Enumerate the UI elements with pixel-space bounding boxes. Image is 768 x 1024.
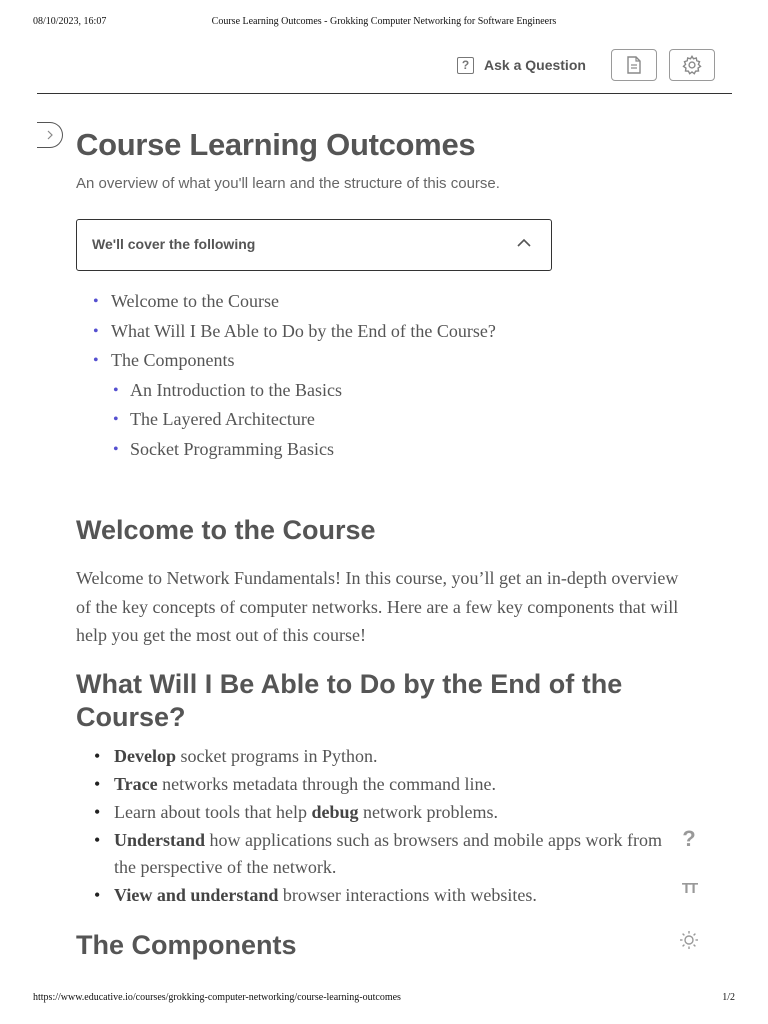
outcomes-list [76, 743, 676, 910]
outcome-keyword: Understand [114, 830, 206, 850]
toc-header: We'll cover the following [92, 236, 256, 252]
document-icon [627, 56, 641, 74]
toc-item[interactable]: • The Layered Architecture [76, 405, 496, 435]
question-mark-icon: ? [682, 826, 696, 851]
settings-button[interactable] [669, 49, 715, 81]
ask-question-label: Ask a Question [484, 57, 586, 73]
outcome-keyword: Trace [114, 774, 158, 794]
toc-item[interactable]: • Socket Programming Basics [76, 435, 496, 465]
outcome-text: networks metadata through the command line. [157, 774, 497, 794]
toc-list [76, 287, 496, 464]
outcome-keyword: debug [311, 802, 359, 822]
text-size-button[interactable] [676, 880, 702, 897]
outcome-keyword: View and understand [114, 885, 279, 905]
outcome-text: network problems. [358, 802, 498, 822]
chevron-up-icon [517, 238, 531, 248]
ask-question-button[interactable] [457, 53, 586, 77]
theme-toggle-button[interactable] [676, 930, 702, 950]
welcome-heading: Welcome to the Course [76, 515, 376, 545]
toc-item[interactable]: • The Components [76, 346, 496, 376]
outcomes-heading: What Will I Be Able to Do by the End of the Course? [76, 669, 623, 732]
toc-item[interactable]: • An Introduction to the Basics [76, 376, 496, 406]
list-item [76, 771, 676, 798]
sidebar-toggle[interactable] [37, 122, 63, 148]
outcome-text: how applications such as browsers and mobile apps work from the perspective of the network. [114, 830, 662, 877]
toc-item[interactable]: • Welcome to the Course [76, 287, 496, 317]
outcome-text: browser interactions with websites. [278, 885, 537, 905]
notes-button[interactable] [611, 49, 657, 81]
sun-icon [679, 930, 699, 950]
chevron-right-icon [46, 130, 54, 140]
question-box-icon: ? [457, 57, 474, 74]
list-item [76, 827, 676, 881]
print-url: https://www.educative.io/courses/grokking-computer-networking/course-learning-outcomes [33, 992, 401, 1003]
help-button[interactable] [676, 826, 702, 852]
outcome-text: Learn about tools that help [114, 802, 312, 822]
toc-toggle[interactable] [76, 219, 552, 271]
list-item [76, 799, 676, 826]
page-title: Course Learning Outcomes [76, 127, 476, 162]
print-header [33, 16, 735, 30]
toc-item[interactable]: • What Will I Be Able to Do by the End of the Course? [76, 317, 496, 347]
gear-icon [681, 54, 703, 76]
welcome-paragraph: Welcome to Network Fundamentals! In this course, you’ll get an in-depth overview of the key concepts of computer networks. Here are a few key components that will help you get the most out of this course! [76, 568, 679, 645]
print-footer [33, 992, 735, 1006]
print-title: Course Learning Outcomes - Grokking Computer Networking for Software Engineers [211, 16, 557, 27]
list-item [76, 743, 676, 770]
print-datetime: 08/10/2023, 16:07 [33, 16, 107, 27]
page-subtitle: An overview of what you'll learn and the structure of this course. [76, 175, 500, 192]
outcome-keyword: Develop [114, 746, 176, 766]
outcome-text: socket programs in Python. [176, 746, 378, 766]
components-heading: The Components [76, 930, 297, 960]
top-toolbar [37, 48, 732, 94]
page-number: 1/2 [722, 992, 735, 1003]
text-size-icon: TT [681, 880, 697, 897]
list-item [76, 882, 676, 909]
